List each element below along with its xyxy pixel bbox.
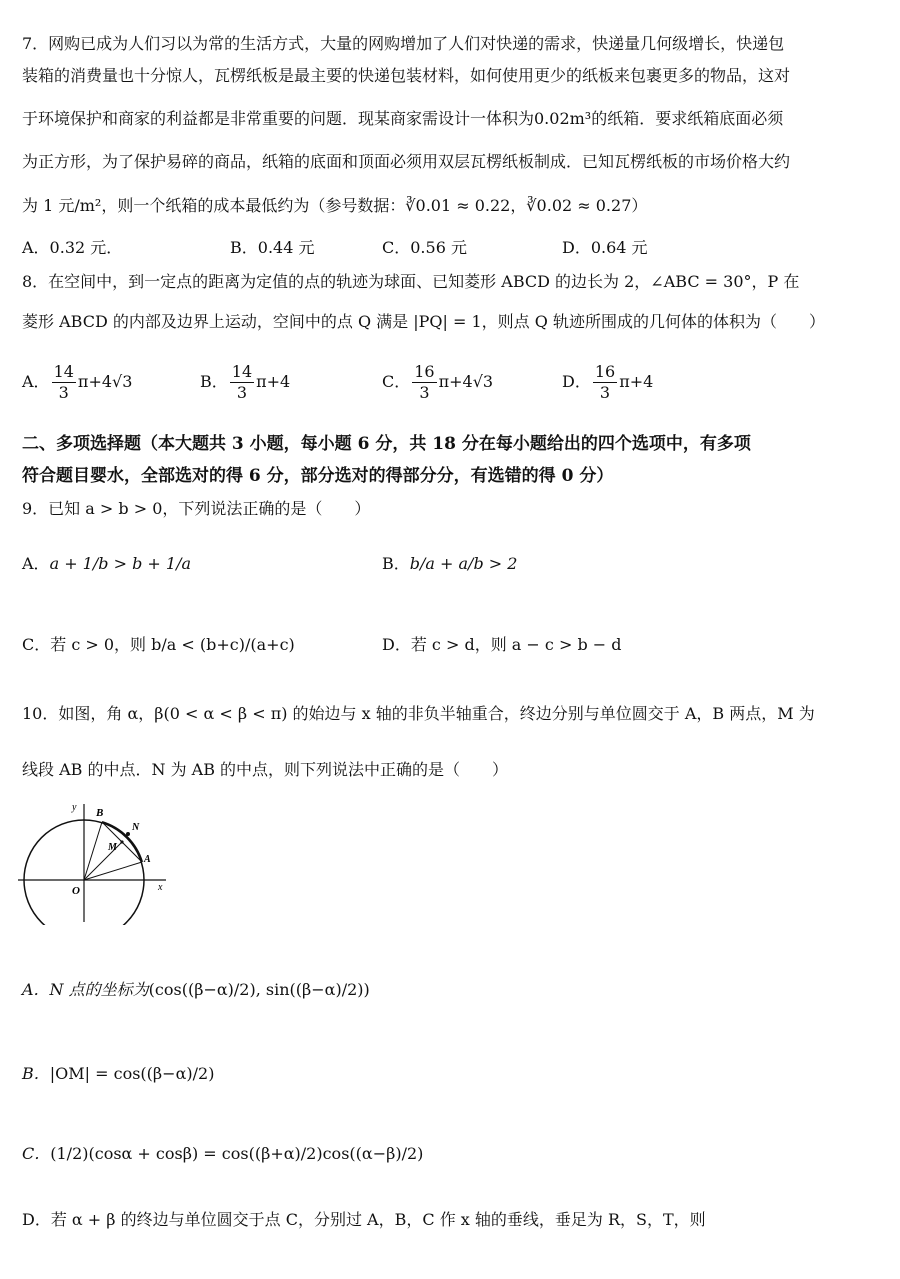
q10-option-b-label: B． bbox=[22, 1064, 50, 1083]
q8-option-d-den: 3 bbox=[599, 383, 611, 402]
q9-option-b-label: B． bbox=[382, 554, 410, 573]
q7-line-1: 7．网购已成为人们习以为常的生活方式，大量的网购增加了人们对快递的需求，快递量几何级增长，快递包 bbox=[22, 34, 785, 53]
label-n: N bbox=[132, 822, 140, 833]
q8-option-c-fraction bbox=[412, 362, 436, 403]
q8-option-b-rest: π+4 bbox=[256, 372, 291, 391]
q8-option-a bbox=[22, 362, 132, 403]
q10-option-a bbox=[22, 978, 370, 1002]
q8-option-d bbox=[562, 362, 653, 403]
q10-option-d bbox=[22, 1208, 706, 1232]
section-2-heading-line-1: 二、多项选择题（本大题共 3 小题，每小题 6 分，共 18 分在每小题给出的四个选项中，有多项 bbox=[22, 434, 751, 454]
q8-option-d-num: 16 bbox=[594, 362, 616, 381]
q10-line-2: 线段 AB 的中点．N 为 AB 的中点，则下列说法中正确的是（ ） bbox=[22, 760, 509, 779]
q8-option-a-label: A． bbox=[22, 372, 50, 391]
q9-option-d-label: D． bbox=[382, 635, 411, 654]
q9-option-c-label: C． bbox=[22, 635, 51, 654]
q10-option-c-text: (1/2)(cosα + cosβ) = cos((β+α)/2)cos((α−β)/2) bbox=[50, 1144, 424, 1163]
label-m: M bbox=[108, 842, 117, 853]
q8-option-c bbox=[382, 362, 493, 403]
label-x: x bbox=[158, 882, 163, 893]
q7-option-c: C．0.56 元 bbox=[382, 238, 467, 257]
q7-line-3: 于环境保护和商家的利益都是非常重要的问题．现某商家需设计一体积为0.02m³的纸箱．要求纸箱底面必须 bbox=[22, 109, 784, 128]
q8-option-a-fraction bbox=[52, 362, 76, 403]
point-n bbox=[126, 832, 130, 836]
q8-option-a-den: 3 bbox=[58, 383, 69, 402]
q8-option-b-num: 14 bbox=[231, 362, 253, 381]
unit-circle-figure bbox=[16, 800, 186, 925]
q10-option-a-text: (cos((β−α)/2), sin((β−α)/2)) bbox=[148, 980, 370, 999]
q10-option-a-label: A．N 点的坐标为 bbox=[22, 980, 149, 999]
q10-option-b bbox=[22, 1062, 214, 1086]
q7-option-b: B．0.44 元 bbox=[230, 238, 315, 257]
q8-option-d-label: D． bbox=[562, 372, 591, 391]
q7-option-d: D．0.64 元 bbox=[562, 238, 648, 257]
q9-option-a-label: A． bbox=[22, 554, 50, 573]
label-o: O bbox=[72, 885, 80, 897]
q9-option-c-text: 若 c > 0，则 b/a < (b+c)/(a+c) bbox=[50, 635, 295, 654]
q8-option-b-label: B． bbox=[200, 372, 228, 391]
q10-option-b-text: |OM| = cos((β−α)/2) bbox=[49, 1064, 215, 1083]
q9-option-a-text: a + 1/b > b + 1/a bbox=[49, 554, 191, 573]
q9-option-c bbox=[22, 633, 295, 657]
section-2-heading-line-2: 符合题目婴水，全部选对的得 6 分，部分选对的得部分分，有选错的得 0 分） bbox=[22, 466, 614, 486]
q8-option-c-label: C． bbox=[382, 372, 411, 391]
q8-option-d-fraction bbox=[593, 362, 617, 403]
q8-option-c-rest: π+4√3 bbox=[438, 372, 494, 391]
q8-option-b bbox=[200, 362, 290, 403]
label-a: A bbox=[144, 854, 151, 865]
q9-option-d-text: 若 c > d，则 a − c > b − d bbox=[410, 635, 622, 654]
q10-option-c-label: C． bbox=[22, 1144, 51, 1163]
q10-option-c bbox=[22, 1142, 423, 1166]
point-m bbox=[120, 840, 123, 843]
q8-option-b-den: 3 bbox=[236, 383, 248, 402]
q9-stem: 9．已知 a > b > 0，下列说法正确的是（ ） bbox=[22, 499, 371, 518]
q7-line-2: 装箱的消费量也十分惊人，瓦楞纸板是最主要的快递包装材料，如何使用更少的纸板来包裹更多的物品，这对 bbox=[22, 66, 791, 85]
q8-option-c-num: 16 bbox=[414, 362, 435, 381]
q10-option-d-label: D．若 α + β 的终边与单位圆交于点 C，分别过 A，B，C 作 x 轴的垂线，垂足为 R，S，T，则 bbox=[22, 1210, 706, 1229]
q8-option-a-num: 14 bbox=[53, 362, 74, 381]
q7-line-5: 为 1 元/m²，则一个纸箱的成本最低约为（参号数据：∛0.01 ≈ 0.22，∛0.02 ≈ 0.27） bbox=[22, 196, 648, 215]
q9-option-d bbox=[382, 633, 622, 657]
q8-option-b-fraction bbox=[230, 362, 254, 403]
q10-line-1: 10．如图，角 α，β(0 < α < β < π) 的始边与 x 轴的非负半轴重合，终边分别与单位圆交于 A，B 两点，M 为 bbox=[22, 704, 815, 723]
q8-line-2: 菱形 ABCD 的内部及边界上运动，空间中的点 Q 满是 |PQ| = 1，则点 Q 轨迹所围成的几何体的体积为（ ） bbox=[22, 312, 825, 331]
label-y: y bbox=[72, 802, 77, 813]
label-b: B bbox=[96, 807, 104, 819]
q7-line-4: 为正方形，为了保护易碎的商品，纸箱的底面和顶面必须用双层瓦楞纸板制成．已知瓦楞纸板的市场价格大约 bbox=[22, 152, 791, 171]
q7-option-a: A．0.32 元． bbox=[22, 238, 123, 257]
q9-option-b-text: b/a + a/b > 2 bbox=[409, 554, 518, 573]
q8-option-a-rest: π+4√3 bbox=[77, 372, 133, 391]
q8-option-d-rest: π+4 bbox=[619, 372, 654, 391]
q8-option-c-den: 3 bbox=[419, 383, 430, 402]
q8-line-1: 8．在空间中，到一定点的距离为定值的点的轨迹为球面、已知菱形 ABCD 的边长为 2，∠ABC = 30°，P 在 bbox=[22, 272, 800, 291]
q9-option-b bbox=[382, 552, 517, 576]
q9-option-a bbox=[22, 552, 191, 576]
